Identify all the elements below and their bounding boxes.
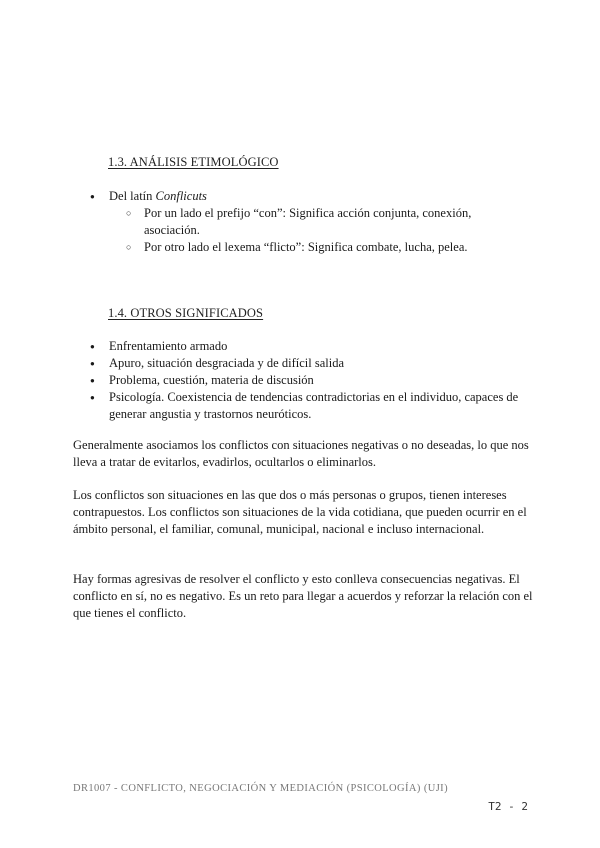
etymology-sub-list <box>109 205 530 256</box>
section-heading-other-meanings: 1.4. OTROS SIGNIFICADOS <box>108 306 264 320</box>
sub-list-item-prefix: ○ Por un lado el prefijo “con”: Significa acción conjunta, conexión, asociación. <box>126 205 504 239</box>
list-item: ● Psicología. Coexistencia de tendencias contradictorias en el individuo, capaces de generar angustia y trastornos neuróticos. <box>90 389 530 423</box>
sub-list-item-lexeme: ○ Por otro lado el lexema “flicto”: Significa combate, lucha, pelea. <box>126 239 504 256</box>
other-meanings-list <box>90 338 530 423</box>
list-item: ● Enfrentamiento armado <box>90 338 530 355</box>
page-footer-course: DR1007 - CONFLICTO, NEGOCIACIÓN Y MEDIACIÓN (PSICOLOGÍA) (UJI) <box>73 783 448 794</box>
paragraph-resolution: Hay formas agresivas de resolver el conflicto y esto conlleva consecuencias negativas. El conflicto en sí, no es negativo. Es un reto para llegar a acuerdos y reforzar la relación con el que tienes el conflicto. <box>73 572 533 620</box>
page-number: T2 - 2 <box>488 800 528 813</box>
list-item: ● Problema, cuestión, materia de discusión <box>90 372 530 389</box>
list-item-latin-origin <box>90 188 530 256</box>
paragraph-definition: Los conflictos son situaciones en las que dos o más personas o grupos, tienen intereses contrapuestos. Los conflictos son situaciones de la vida cotidiana, que pueden ocurrir en el ámbito personal, el familiar, comunal, municipal, nacional e incluso internacional. <box>73 488 527 536</box>
etymology-list <box>90 188 530 256</box>
list-item-text: Del latín <box>109 189 156 203</box>
paragraph-negative-association: Generalmente asociamos los conflictos con situaciones negativas o no deseadas, lo que nos lleva a tratar de evitarlos, evadirlos, ocultarlos o eliminarlos. <box>73 438 529 469</box>
section-heading-etymology: 1.3. ANÁLISIS ETIMOLÓGICO <box>108 155 279 169</box>
list-item: ● Apuro, situación desgraciada y de difícil salida <box>90 355 530 372</box>
latin-term: Conflicuts <box>155 189 207 203</box>
